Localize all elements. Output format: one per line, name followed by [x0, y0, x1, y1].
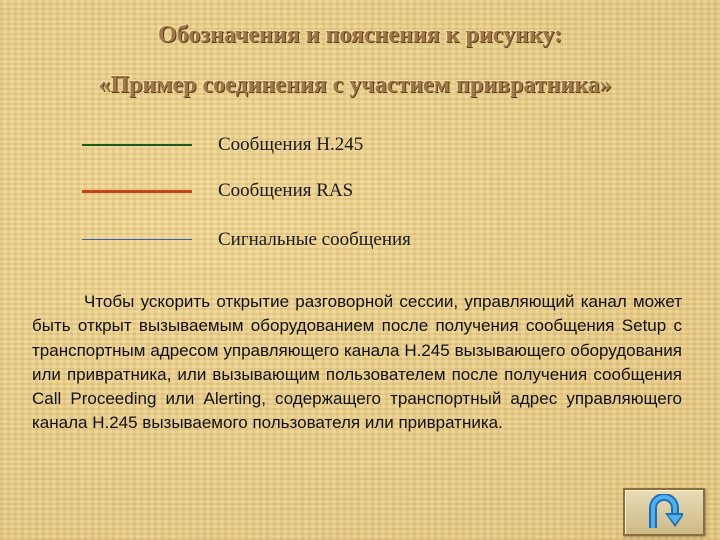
legend-line-ras: [82, 190, 192, 193]
legend-line-signal: [82, 239, 192, 240]
slide-title-line1: Обозначения и пояснения к рисунку:: [158, 22, 562, 48]
legend-label-ras: Сообщения RAS: [218, 180, 354, 201]
legend-line-h245: [82, 144, 192, 146]
legend-label-signal: Сигнальные сообщения: [218, 229, 411, 250]
slide-title-line2: «Пример соединения с участием привратника»: [98, 72, 612, 98]
return-button[interactable]: [623, 488, 705, 536]
explanation-paragraph: [32, 290, 682, 436]
u-turn-arrow-icon: [647, 494, 683, 532]
explanation-text: Чтобы ускорить открытие разговорной сессии, управляющий канал может быть открыт вызываемым оборудованием после получения сообщения Setup с транспортным адресом управляющего канала H.245 вызывающего оборудования или привратника, или вызывающим пользователем после получения сообщения Call Proceeding или Alerting, содержащего транспортный адрес управляющего канала H.245 вызываемого пользователя или привратника.: [32, 292, 682, 433]
legend-label-h245: Сообщения Н.245: [218, 134, 364, 155]
